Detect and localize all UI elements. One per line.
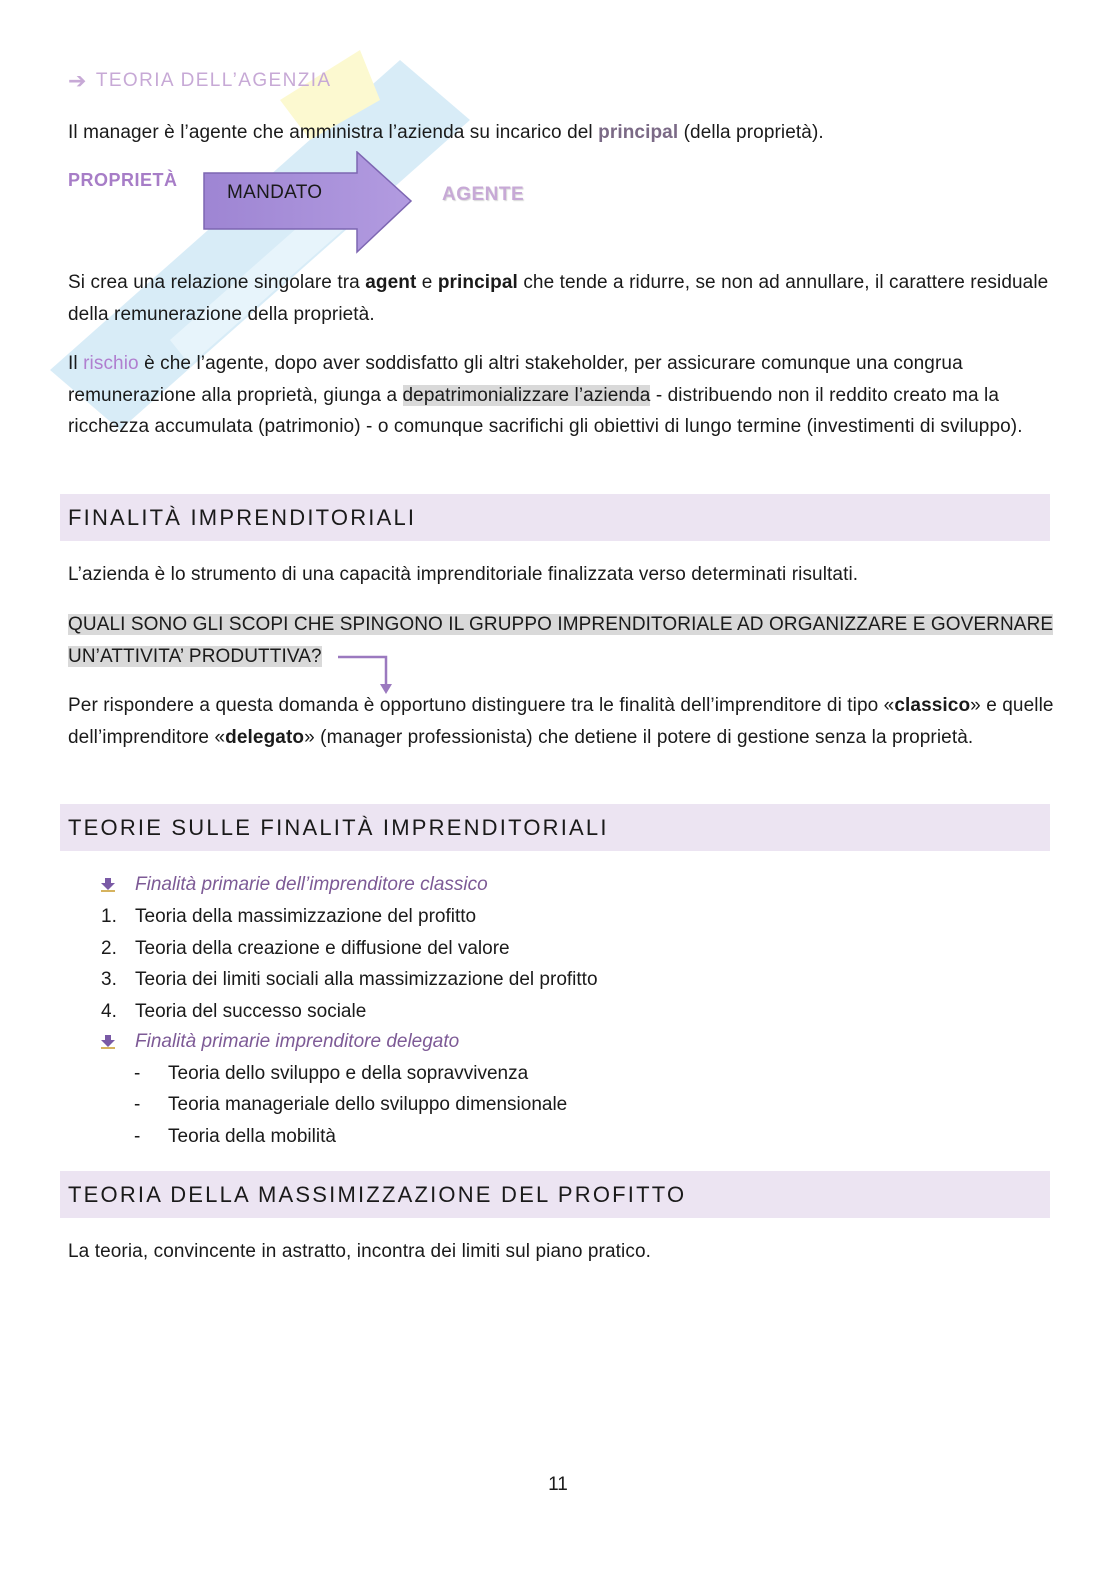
classico-keyword: classico (894, 695, 971, 716)
agency-paragraph-2 (68, 267, 1058, 330)
list-group-classico (100, 872, 488, 898)
diagram-arrow-label: MANDATO (227, 182, 323, 203)
list-dash: - (134, 1126, 141, 1147)
p3-text-b: è che l’agente, dopo aver soddisfatto gli altri stakeholder, per assicurare comunque una congrua remunerazione alla proprietà, giunga a (68, 353, 963, 406)
fp2-text-a: Per rispondere a questa domanda è opportuno distinguere tra le finalità dell’imprenditore di tipo « (68, 695, 895, 716)
massimizzazione-paragraph: La teoria, convincente in astratto, incontra dei limiti sul piano pratico. (68, 1241, 651, 1262)
list-item (134, 1124, 336, 1150)
delegato-keyword: delegato (225, 726, 305, 748)
p2-text-a: Si crea una relazione singolare tra (68, 272, 366, 293)
list-dash: - (134, 1094, 141, 1115)
agent-keyword: agent (365, 272, 417, 293)
principal-bold-keyword: principal (437, 272, 518, 293)
arrow-right-icon: ➔ (68, 68, 88, 93)
agency-intro-tail: (della proprietà). (678, 122, 824, 143)
page-number: 11 (548, 1474, 568, 1495)
list-dash: - (134, 1063, 141, 1084)
list-item (101, 936, 510, 962)
section-band-finalita (60, 494, 1050, 541)
p3-text-c: - distribuendo non il reddito creato ma la ricchezza accumulata (patrimonio) - o comunque sacrifichi gli obiettivi di lungo termine (investimenti di sviluppo). (68, 384, 1023, 437)
section-band-massimizzazione (60, 1171, 1050, 1218)
list-item-text: Teoria dei limiti sociali alla massimizzazione del profitto (135, 969, 598, 990)
section-title-massimizzazione: TEORIA DELLA MASSIMIZZAZIONE DEL PROFITTO (68, 1181, 687, 1207)
list-item (134, 1092, 567, 1118)
diagram-label-agente: AGENTE (442, 184, 525, 205)
fp2-text-b: » e quelle dell’imprenditore « (68, 695, 1054, 748)
list-item (101, 967, 598, 993)
agency-subheading (68, 70, 332, 92)
list-item-text: Teoria del successo sociale (135, 1001, 367, 1022)
group-label-classico: Finalità primarie dell’imprenditore classico (135, 874, 488, 895)
list-item-text: Teoria manageriale dello sviluppo dimensionale (168, 1094, 568, 1115)
group-label-delegato: Finalità primarie imprenditore delegato (135, 1031, 460, 1052)
agency-paragraph-3 (68, 348, 1058, 443)
p2-text-c: che tende a ridurre, se non ad annullare, il carattere residuale della remunerazione della proprietà. (68, 272, 1049, 325)
list-item-text: Teoria della massimizzazione del profitto (135, 906, 477, 927)
diagram-label-proprieta: PROPRIETÀ (68, 170, 178, 190)
list-number: 2. (101, 938, 117, 959)
bullet-arrow-icon (100, 878, 116, 892)
list-item-text: Teoria della creazione e diffusione del valore (135, 938, 510, 959)
depatrimonializzare-highlight: depatrimonializzare l’azienda (402, 384, 651, 406)
section-title-finalita: FINALITÀ IMPRENDITORIALI (68, 504, 417, 530)
rischio-keyword: rischio (83, 353, 139, 374)
question-block (68, 609, 1053, 672)
list-number: 1. (101, 906, 117, 927)
principal-keyword: principal (598, 122, 679, 143)
bullet-arrow-icon (100, 1035, 116, 1049)
agency-intro (68, 117, 824, 149)
fp2-text-c: » (manager professionista) che detiene il potere di gestione senza la proprietà. (304, 726, 974, 748)
finalita-paragraph-1: L’azienda è lo strumento di una capacità imprenditoriale finalizzata verso determinati risultati. (68, 564, 859, 585)
p3-text-a: Il (68, 353, 84, 374)
question-line-2: UN’ATTIVITA’ PRODUTTIVA? (68, 645, 322, 667)
question-line-1: QUALI SONO GLI SCOPI CHE SPINGONO IL GRUPPO IMPRENDITORIALE AD ORGANIZZARE E GOVERNARE (68, 614, 1054, 635)
list-item (101, 999, 366, 1025)
section-title-teorie: TEORIE SULLE FINALITÀ IMPRENDITORIALI (68, 814, 609, 840)
list-item-text: Teoria della mobilità (168, 1126, 336, 1147)
p2-text-b: e (416, 272, 438, 293)
list-group-delegato (100, 1029, 459, 1055)
section-band-teorie (60, 804, 1050, 851)
list-item-text: Teoria dello sviluppo e della sopravvivenza (168, 1063, 529, 1084)
list-item (134, 1061, 528, 1087)
list-number: 4. (101, 1001, 117, 1022)
agency-intro-text: Il manager è l’agente che amministra l’azienda su incarico del (68, 122, 599, 143)
list-item (101, 904, 476, 930)
list-number: 3. (101, 969, 117, 990)
agency-heading-text: TEORIA DELL’AGENZIA (95, 70, 332, 91)
finalita-paragraph-2 (68, 690, 1058, 753)
